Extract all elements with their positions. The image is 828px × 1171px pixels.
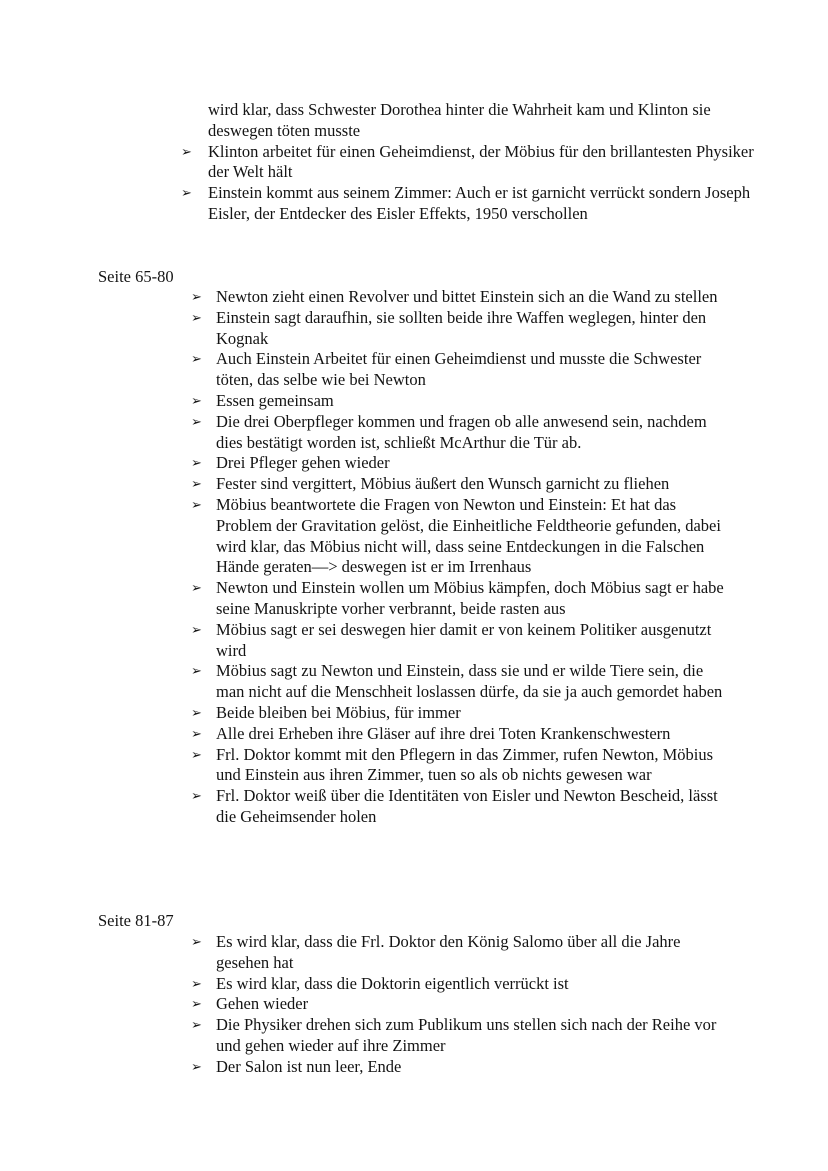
list-item xyxy=(191,723,732,745)
list-item-text: Möbius sagt zu Newton und Einstein, dass sie und er wilde Tiere sein, die man nicht auf die Menschheit loslassen dürfe, da sie ja auch gemordet haben xyxy=(216,661,723,702)
list-item-text: Einstein sagt daraufhin, sie sollten beide ihre Waffen weglegen, hinter den Kognak xyxy=(216,307,707,348)
arrow-bullet-icon: ➢ xyxy=(191,663,202,679)
section-heading: Seite 81-87 xyxy=(98,911,174,930)
list-item-text: Frl. Doktor kommt mit den Pflegern in das Zimmer, rufen Newton, Möbius und Einstein aus ihren Zimmer, tuen so als ob nichts gewesen war xyxy=(216,744,714,785)
arrow-bullet-icon: ➢ xyxy=(191,621,202,637)
list-item-text: Der Salon ist nun leer, Ende xyxy=(216,1056,402,1076)
list-item xyxy=(191,474,732,495)
list-item xyxy=(208,100,768,142)
list-item-text: Newton zieht einen Revolver und bittet Einstein sich an die Wand zu stellen xyxy=(216,287,718,306)
list-item xyxy=(191,973,732,995)
list-item-text: wird klar, dass Schwester Dorothea hinter die Wahrheit kam und Klinton sie deswegen töten musste xyxy=(208,100,711,140)
section-bullet-list xyxy=(191,932,732,1078)
list-item xyxy=(191,661,732,703)
list-item-text: Einstein kommt aus seinem Zimmer: Auch er ist garnicht verrückt sondern Joseph Eisler, der Entdecker des Eisler Effekts, 1950 verschollen xyxy=(208,183,751,223)
section-heading: Seite 65-80 xyxy=(98,267,174,286)
section-bullet-list xyxy=(191,287,732,828)
list-item-text: Die drei Oberpfleger kommen und fragen ob alle anwesend sein, nachdem dies bestätigt worden ist, schließt McArthur die Tür ab. xyxy=(216,411,707,452)
list-item-text: Möbius sagt er sei deswegen hier damit er von keinem Politiker ausgenutzt wird xyxy=(216,619,712,660)
arrow-bullet-icon: ➢ xyxy=(191,975,202,991)
arrow-bullet-icon: ➢ xyxy=(191,289,202,304)
arrow-bullet-icon: ➢ xyxy=(191,746,202,762)
arrow-bullet-icon: ➢ xyxy=(191,351,202,367)
list-item-text: Es wird klar, dass die Frl. Doktor den König Salomo über all die Jahre gesehen hat xyxy=(216,932,681,972)
list-item-text: Fester sind vergittert, Möbius äußert den Wunsch garnicht zu fliehen xyxy=(216,474,670,494)
arrow-bullet-icon: ➢ xyxy=(191,580,202,596)
list-item xyxy=(191,307,732,350)
list-item xyxy=(181,183,768,225)
list-item xyxy=(191,578,732,620)
list-item-text: Newton und Einstein wollen um Möbius kämpfen, doch Möbius sagt er habe seine Manuskripte vorher verbrannt, beide rasten aus xyxy=(216,578,724,618)
list-item xyxy=(191,349,732,391)
list-item xyxy=(191,702,732,724)
arrow-bullet-icon: ➢ xyxy=(191,455,202,471)
list-item xyxy=(191,1056,732,1078)
arrow-bullet-icon: ➢ xyxy=(191,996,202,1012)
arrow-bullet-icon: ➢ xyxy=(181,185,192,201)
list-item-text: Gehen wieder xyxy=(216,994,309,1014)
arrow-bullet-icon: ➢ xyxy=(191,476,202,492)
list-item xyxy=(191,1015,732,1057)
list-item xyxy=(191,411,732,454)
list-item-text: Essen gemeinsam xyxy=(216,390,334,410)
arrow-bullet-icon: ➢ xyxy=(191,309,202,325)
arrow-bullet-icon: ➢ xyxy=(191,1058,202,1074)
list-item xyxy=(191,453,732,474)
list-item xyxy=(191,744,732,787)
list-item xyxy=(191,287,732,308)
arrow-bullet-icon: ➢ xyxy=(181,143,192,159)
list-item xyxy=(181,141,768,184)
arrow-bullet-icon: ➢ xyxy=(191,413,202,429)
list-item-text: Klinton arbeitet für einen Geheimdienst, der Möbius für den brillantesten Physiker der Welt hält xyxy=(208,141,754,182)
list-item xyxy=(191,932,732,974)
list-item-text: Alle drei Erheben ihre Gläser auf ihre drei Toten Krankenschwestern xyxy=(216,723,671,743)
list-item-text: Frl. Doktor weiß über die Identitäten von Eisler und Newton Bescheid, lässt die Geheimsender holen xyxy=(216,786,718,826)
list-item xyxy=(191,619,732,662)
list-item-text: Es wird klar, dass die Doktorin eigentlich verrückt ist xyxy=(216,973,569,993)
arrow-bullet-icon: ➢ xyxy=(191,496,202,512)
arrow-bullet-icon: ➢ xyxy=(191,704,202,720)
list-item xyxy=(191,390,732,412)
intro-bullet-list xyxy=(181,100,768,225)
list-item-text: Die Physiker drehen sich zum Publikum uns stellen sich nach der Reihe vor und gehen wieder auf ihre Zimmer xyxy=(216,1015,717,1055)
list-item-text: Auch Einstein Arbeitet für einen Geheimdienst und musste die Schwester töten, das selbe wie bei Newton xyxy=(216,349,702,390)
arrow-bullet-icon: ➢ xyxy=(191,725,202,741)
arrow-bullet-icon: ➢ xyxy=(191,934,202,949)
list-item-text: Möbius beantwortete die Fragen von Newton und Einstein: Et hat das Problem der Gravitation gelöst, die Einheitliche Feldtheorie gefunden, dabei wird klar, das Möbius nicht will, dass seine Entdeckungen in die Falschen Hände geraten—> deswegen ist er im Irrenhaus xyxy=(216,494,721,577)
arrow-bullet-icon: ➢ xyxy=(191,392,202,408)
list-item xyxy=(191,494,732,578)
list-item-text: Drei Pfleger gehen wieder xyxy=(216,453,390,473)
list-item xyxy=(191,786,732,828)
list-item xyxy=(191,994,732,1015)
arrow-bullet-icon: ➢ xyxy=(191,788,202,804)
list-item-text: Beide bleiben bei Möbius, für immer xyxy=(216,702,461,722)
arrow-bullet-icon: ➢ xyxy=(191,1017,202,1033)
